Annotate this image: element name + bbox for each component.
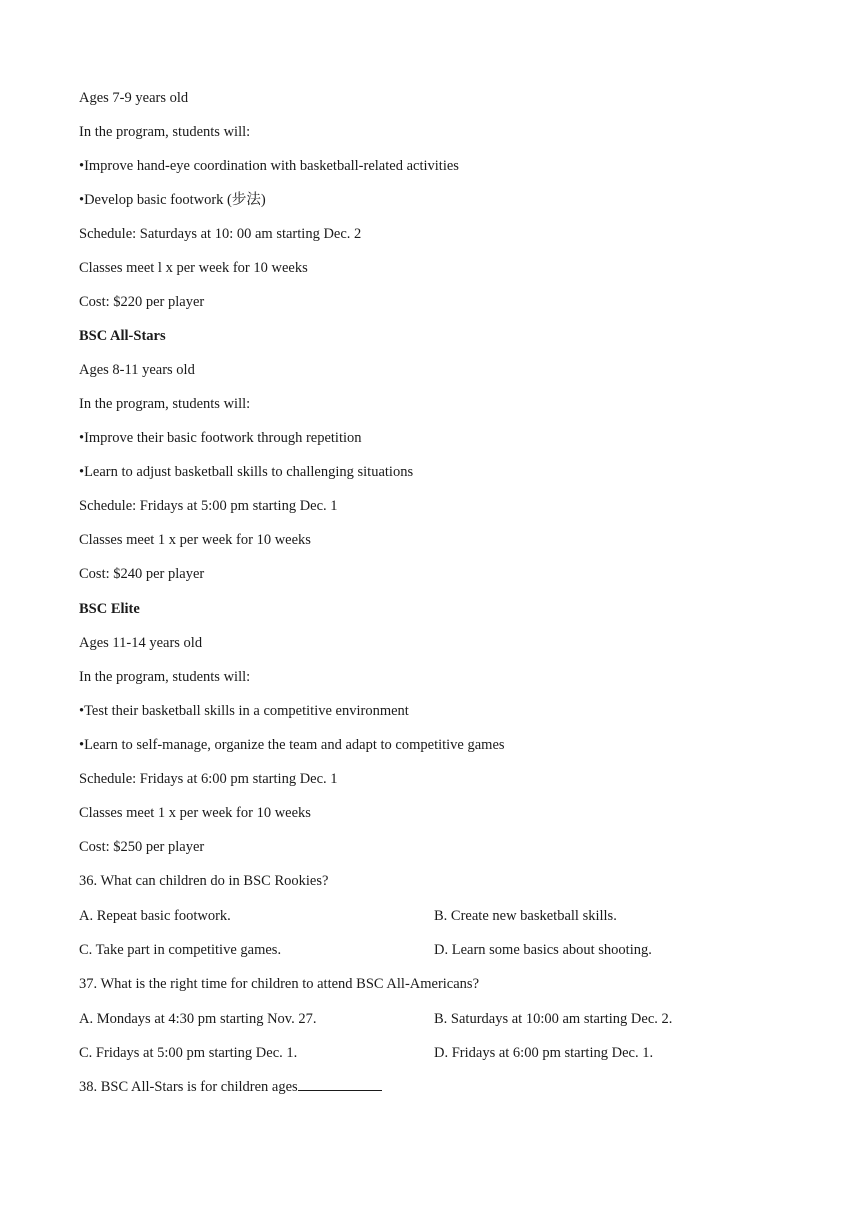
question-37-option-c: C. Fridays at 5:00 pm starting Dec. 1. [79, 1045, 298, 1061]
allstars-intro: In the program, students will: [79, 396, 251, 412]
rookies-bullet-2: •Develop basic footwork (步法) [79, 192, 266, 208]
question-36-stem: 36. What can children do in BSC Rookies? [79, 873, 329, 889]
allstars-schedule: Schedule: Fridays at 5:00 pm starting Dec. 1 [79, 498, 338, 514]
question-37-stem: 37. What is the right time for children to attend BSC All-Americans? [79, 976, 480, 992]
question-38 [79, 1078, 382, 1096]
question-36-option-d: D. Learn some basics about shooting. [434, 942, 652, 958]
rookies-bullet-1: •Improve hand-eye coordination with basketball-related activities [79, 158, 459, 174]
allstars-title: BSC All-Stars [79, 328, 166, 344]
question-37-option-d: D. Fridays at 6:00 pm starting Dec. 1. [434, 1045, 654, 1061]
elite-classes: Classes meet 1 x per week for 10 weeks [79, 805, 311, 821]
allstars-bullet-2: •Learn to adjust basketball skills to challenging situations [79, 464, 414, 480]
question-37-option-a: A. Mondays at 4:30 pm starting Nov. 27. [79, 1011, 317, 1027]
allstars-cost: Cost: $240 per player [79, 566, 205, 582]
rookies-cost: Cost: $220 per player [79, 294, 205, 310]
elite-bullet-2: •Learn to self-manage, organize the team and adapt to competitive games [79, 737, 505, 753]
rookies-ages: Ages 7-9 years old [79, 90, 189, 106]
elite-cost: Cost: $250 per player [79, 839, 205, 855]
question-37-option-b: B. Saturdays at 10:00 am starting Dec. 2. [434, 1011, 673, 1027]
allstars-bullet-1: •Improve their basic footwork through repetition [79, 430, 362, 446]
allstars-classes: Classes meet 1 x per week for 10 weeks [79, 532, 311, 548]
elite-intro: In the program, students will: [79, 669, 251, 685]
elite-schedule: Schedule: Fridays at 6:00 pm starting Dec. 1 [79, 771, 338, 787]
rookies-intro: In the program, students will: [79, 124, 251, 140]
allstars-ages: Ages 8-11 years old [79, 362, 195, 378]
rookies-classes: Classes meet l x per week for 10 weeks [79, 260, 308, 276]
elite-title: BSC Elite [79, 601, 140, 617]
question-36-option-b: B. Create new basketball skills. [434, 908, 617, 924]
elite-ages: Ages 11-14 years old [79, 635, 203, 651]
answer-blank [298, 1078, 382, 1091]
question-36-option-a: A. Repeat basic footwork. [79, 908, 231, 924]
question-38-stem: 38. BSC All-Stars is for children ages [79, 1079, 298, 1095]
elite-bullet-1: •Test their basketball skills in a competitive environment [79, 703, 409, 719]
rookies-schedule: Schedule: Saturdays at 10: 00 am starting Dec. 2 [79, 226, 362, 242]
question-36-option-c: C. Take part in competitive games. [79, 942, 282, 958]
